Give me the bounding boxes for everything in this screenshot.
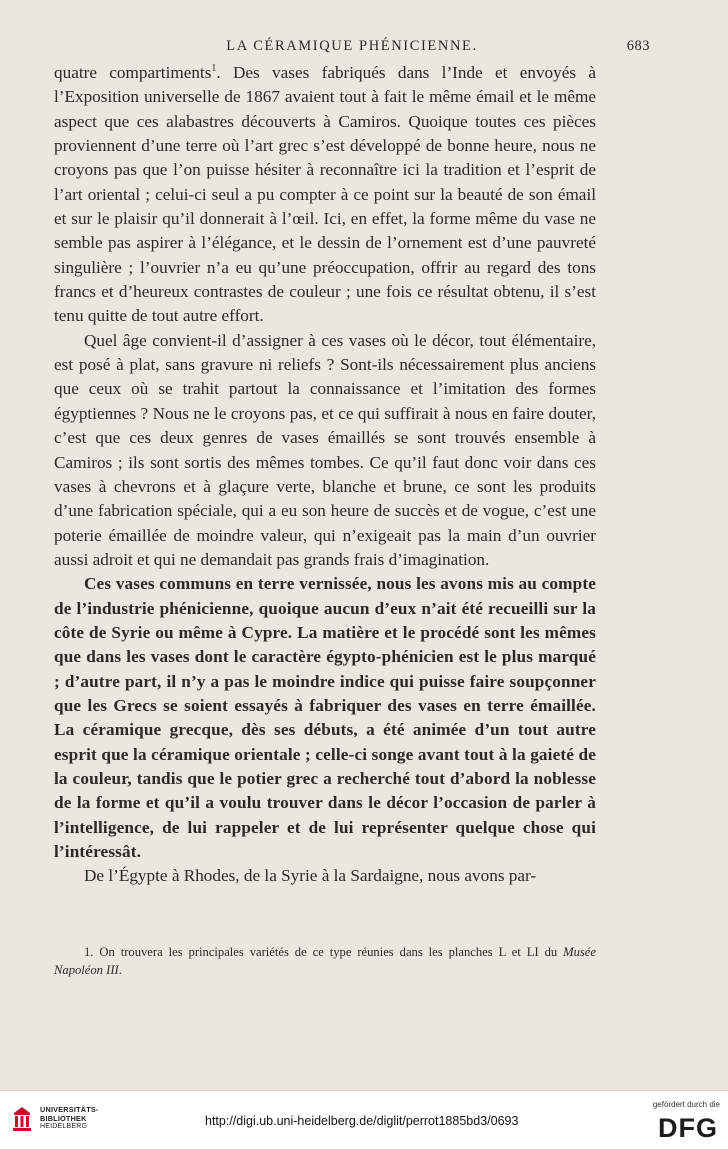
paragraph-1-rest: . Des vases fabriqués dans l’Inde et envoyés à l’Exposition universelle de 1867 avaient tout à fait le même émail et le même aspect que ces alabastres découverts à Camiros. Quoique toutes ces pièces proviennent d’une terre où l’art grec s’est développé de bonne heure, nous ne croyons pas que l’on puisse hésiter à reconnaître ici la tradition et l’esprit de l’art oriental ; celui-ci seul a pu compter à ce point sur la beauté de son émail et sur le plaisir qu’il donnerait à l’œil. Ici, en effet, la forme même du vase ne semble pas aspirer à l’élégance, et le dessin de l’ornement est d’une pauvreté singulière ; l’ouvrier n’a eu qu’une préoccupation, offrir au regard des tons francs et d’heureux contrastes de couleur ; une fois ce résultat obtenu, il s’est tenu quitte de tout autre effort. — [54, 63, 596, 326]
university-library-logo-icon — [10, 1105, 34, 1133]
page-number: 683 — [626, 38, 650, 54]
paragraph-4: De l’Égypte à Rhodes, de la Syrie à la Sardaigne, nous avons par- — [84, 866, 537, 886]
footer-bar — [0, 1090, 728, 1149]
running-title: LA CÉRAMIQUE PHÉNICIENNE. — [226, 38, 478, 54]
funded-by-text: gefördert durch die — [652, 1100, 720, 1109]
footnote-end: . — [118, 963, 122, 977]
dfg-logo: DFG — [658, 1113, 718, 1143]
paragraph-2: Quel âge convient-il d’assigner à ces vases où le décor, tout élémentaire, est posé à plat, sans gravure ni reliefs ? Sont-ils nécessairement plus anciens que ceux où se trahit partout la connaissance et l’imitation des formes égyptiennes ? Nous ne le croyons pas, et ce qui suffirait à nous en faire douter, c’est que ces deux genres de vases émaillés se sont trouvés ensemble à Camiros ; ils sont sortis des mêmes tombes. Ce qu’il faut donc voir dans ces vases à chevrons et à glaçure verte, blanche et brune, ce sont les produits d’une fabrication spéciale, qui a eu son heure de succès et de vogue, c’est une poterie émaillée de moindre valeur, qui n’exigeait pas la main d’un ouvrier aussi adroit et qui ne demandait pas grands frais d’imagination. — [54, 330, 596, 569]
body-text — [54, 61, 596, 889]
library-line-1: UNIVERSITÄTS- — [40, 1105, 99, 1114]
running-head — [54, 38, 650, 60]
library-line-2: BIBLIOTHEK — [40, 1113, 87, 1123]
library-line-3: HEIDELBERG — [40, 1123, 88, 1131]
footnote-reference[interactable]: 1 — [211, 63, 217, 74]
paragraph-1-start: quatre compartiments — [54, 63, 212, 82]
paragraph-3: Ces vases communs en terre vernissée, nous les avons mis au compte de l’industrie phénicienne, quoique aucun d’eux n’ait été recueilli sur la côte de Syrie ou même à Cypre. La matière et le procédé sont les mêmes que dans les vases dont le caractère égypto-phénicien est le plus marqué ; d’autre part, il n’y a pas le moindre indice qui puisse faire soupçonner que les Grecs se soient essayés à fabriquer des vases en terre émaillée. La céramique grecque, dès ses débuts, a été animée d’un tout autre esprit que la céramique orientale ; celle-ci songe avant tout à la gaieté de la couleur, tandis que le potier grec a recherché tout d’abord la noblesse de la forme et qu’il a voulu trouver dans le décor l’occasion de parler à l’intelligence, de lui rappeler et de lui représenter quelque chose qui l’intéressât. — [54, 574, 596, 861]
footnote — [54, 943, 596, 979]
university-library-name — [40, 1106, 99, 1132]
source-url-link[interactable]: http://digi.ub.uni-heidelberg.de/diglit/perrot1885bd3/0693 — [205, 1114, 519, 1128]
footnote-marker: 1. — [84, 945, 94, 959]
footnote-text: On trouvera les principales variétés de ce type réunies dans les planches L et LI du — [99, 945, 558, 959]
paragraph-1 — [54, 61, 596, 329]
footnote-title: Musée Napoléon III — [54, 945, 596, 977]
